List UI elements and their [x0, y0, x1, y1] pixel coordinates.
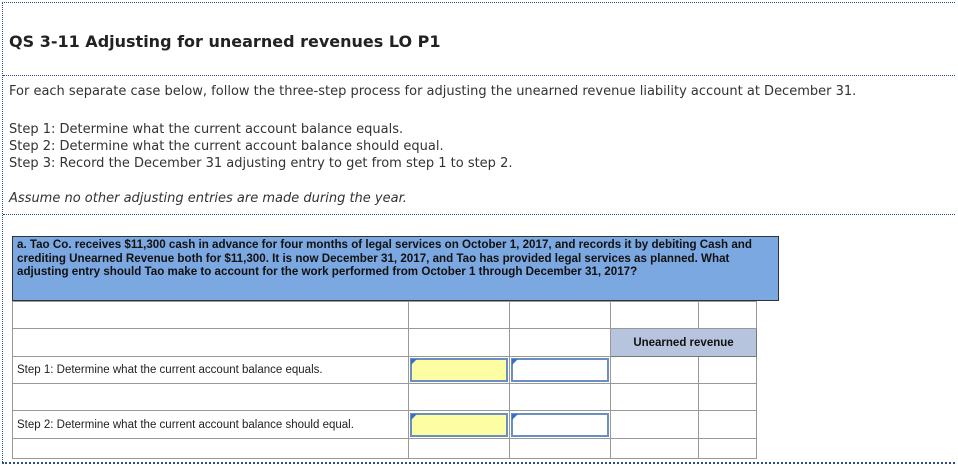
assumption-text: Assume no other adjusting entries are made during the year.	[9, 191, 407, 206]
dropdown-indicator-icon	[411, 414, 417, 420]
step-2-label: Step 2: Determine what the current account balance should equal.	[13, 411, 409, 439]
divider	[3, 75, 955, 76]
answer-table	[12, 301, 757, 459]
unearned-revenue-credit-cell	[699, 411, 757, 439]
step-1-account-select[interactable]	[410, 358, 508, 382]
step-2-amount-input[interactable]	[511, 413, 609, 437]
table-row	[13, 384, 757, 411]
dropdown-indicator-icon	[411, 359, 417, 365]
table-row	[13, 329, 757, 357]
table-row	[13, 357, 757, 384]
question-box	[12, 236, 779, 301]
divider	[3, 214, 955, 215]
unearned-revenue-debit-cell	[611, 411, 699, 439]
table-row	[13, 302, 757, 329]
table-row	[13, 411, 757, 439]
step-1-text: Step 1: Determine what the current account balance equals.	[9, 122, 404, 137]
page-title: QS 3-11 Adjusting for unearned revenues LO P1	[9, 32, 441, 51]
dropdown-indicator-icon	[512, 359, 518, 365]
step-2-text: Step 2: Determine what the current account balance should equal.	[9, 139, 444, 154]
table-row	[13, 439, 757, 459]
step-1-label: Step 1: Determine what the current account balance equals.	[13, 357, 409, 384]
step-2-account-select[interactable]	[410, 413, 508, 437]
step-1-amount-input[interactable]	[511, 358, 609, 382]
unearned-revenue-debit-cell	[611, 357, 699, 384]
question-text: a. Tao Co. receives $11,300 cash in advance for four months of legal services on October 1, 2017, and records it by debiting Cash and crediting Unearned Revenue both for $11,300. It is now December 31, 2017, and Tao has provided legal services as planned. What adjusting entry should Tao make to account for the work performed from October 1 through December 31, 2017?	[17, 238, 752, 278]
unearned-revenue-header: Unearned revenue	[611, 329, 757, 357]
instructions-text: For each separate case below, follow the three-step process for adjusting the unearned revenue liability account at December 31.	[9, 84, 857, 99]
step-3-text: Step 3: Record the December 31 adjusting entry to get from step 1 to step 2.	[9, 156, 513, 171]
unearned-revenue-credit-cell	[699, 357, 757, 384]
dropdown-indicator-icon	[512, 414, 518, 420]
